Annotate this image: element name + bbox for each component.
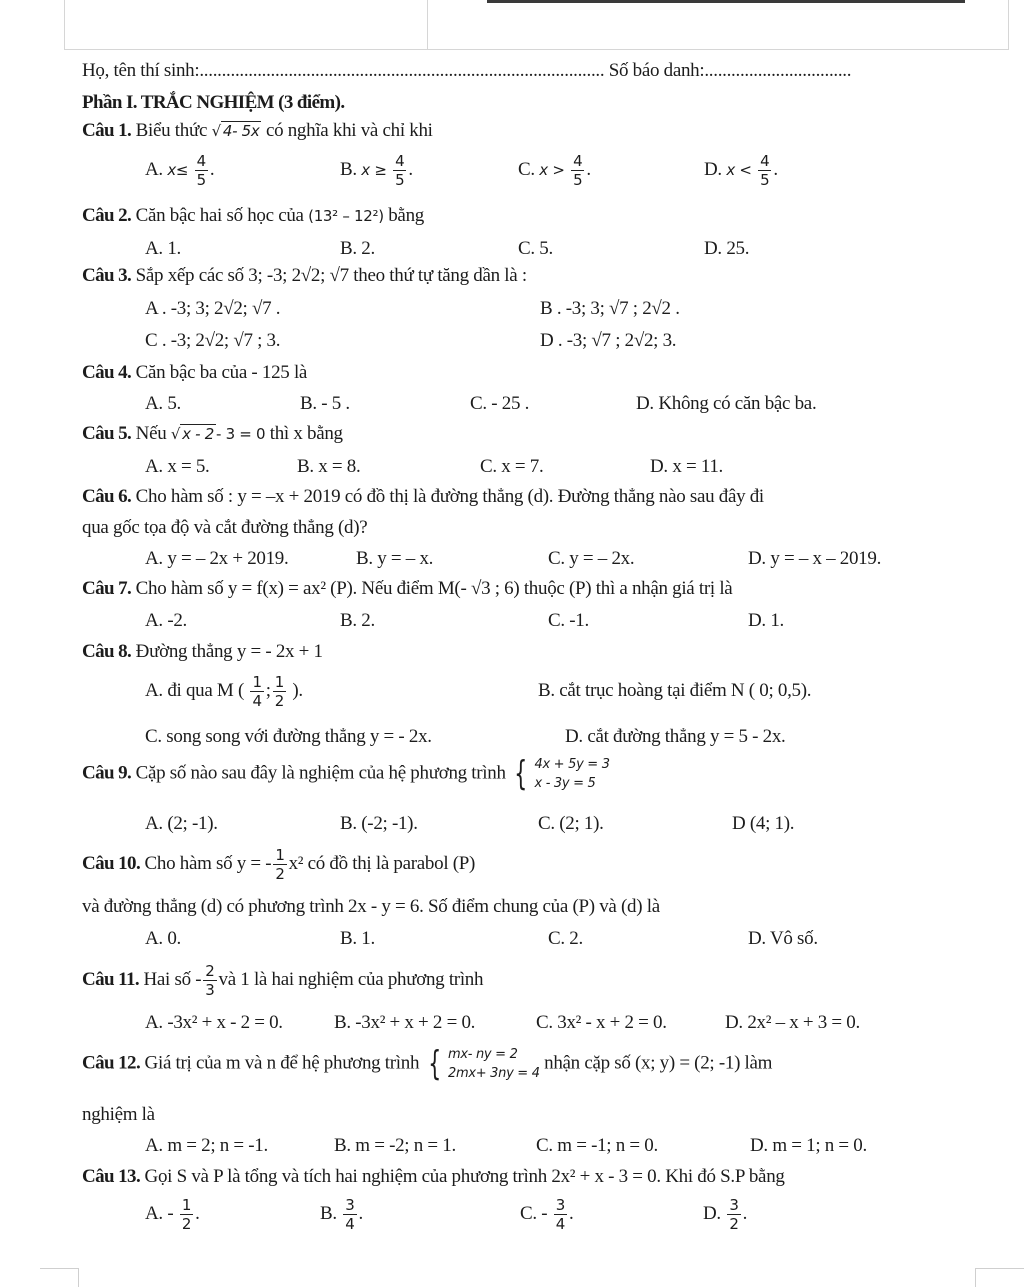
q10-option-d[interactable]: D. Vô số.	[748, 928, 818, 949]
q5-option-a[interactable]: A. x = 5.	[145, 456, 210, 477]
question-number: Câu 3.	[82, 265, 132, 286]
sqrt-expression: √ x - 2	[170, 425, 215, 443]
q2-option-b[interactable]: B. 2.	[340, 238, 375, 259]
sqrt-expression: √ 4- 5x	[211, 122, 260, 140]
q4-option-d[interactable]: D. Không có căn bậc ba.	[636, 393, 817, 414]
question-number: Câu 4.	[82, 362, 132, 383]
q13-option-a[interactable]: A. - $\frac{1}{2}$ .	[145, 1196, 200, 1233]
question-number: Câu 1.	[82, 120, 132, 141]
q7-option-b[interactable]: B. 2.	[340, 610, 375, 631]
q10-option-b[interactable]: B. 1.	[340, 928, 375, 949]
q6-option-a[interactable]: A. y = – 2x + 2019.	[145, 548, 289, 569]
page-corner-mark-right	[975, 1268, 1024, 1287]
q9-option-a[interactable]: A. (2; -1).	[145, 813, 218, 834]
question-10-line2: và đường thẳng (d) có phương trình 2x - y = 6. Số điểm chung của (P) và (d) là	[82, 896, 660, 917]
q1-option-a[interactable]: A. x≤ $\frac{4}{5}$ .	[145, 152, 215, 189]
section-title: Phần I. TRẮC NGHIỆM (3 điểm).	[82, 92, 345, 113]
expression: (13² – 12²)	[308, 207, 384, 225]
question-number: Câu 6.	[82, 486, 132, 507]
question-11: Câu 11. Hai số - $\frac{2}{3}$ và 1 là hai nghiệm của phương trình	[82, 962, 484, 999]
q12-option-c[interactable]: C. m = -1; n = 0.	[536, 1135, 658, 1156]
q1-option-c[interactable]: C. x > $\frac{4}{5}$ .	[518, 152, 591, 189]
q11-option-d[interactable]: D. 2x² – x + 3 = 0.	[725, 1012, 860, 1033]
question-text: Sắp xếp các số 3; -3; 2√2; √7 theo thứ tự tăng dần là :	[135, 265, 527, 286]
question-text: Cho hàm số y = f(x) = ax² (P). Nếu điểm M(- √3 ; 6) thuộc (P) thì a nhận giá trị là	[135, 578, 733, 599]
q8-option-d[interactable]: D. cắt đường thẳng y = 5 - 2x.	[565, 726, 786, 747]
question-number: Câu 11.	[82, 968, 140, 990]
q5-option-b[interactable]: B. x = 8.	[297, 456, 361, 477]
question-number: Câu 13.	[82, 1166, 141, 1187]
question-text: Căn bậc hai số học của	[135, 205, 304, 226]
equation-system: { mx- ny = 2 2mx+ 3ny = 4	[427, 1044, 540, 1084]
q13-option-c[interactable]: C. - $\frac{3}{4}$ .	[520, 1196, 574, 1233]
q13-option-b[interactable]: B. $\frac{3}{4}$ .	[320, 1196, 363, 1233]
q2-option-d[interactable]: D. 25.	[704, 238, 750, 259]
q6-option-b[interactable]: B. y = – x.	[356, 548, 434, 569]
q7-option-a[interactable]: A. -2.	[145, 610, 187, 631]
q7-option-d[interactable]: D. 1.	[748, 610, 784, 631]
q12-option-d[interactable]: D. m = 1; n = 0.	[750, 1135, 867, 1156]
question-5: Câu 5. Nếu √ x - 2 - 3 = 0 thì x bằng	[82, 423, 343, 444]
question-number: Câu 5.	[82, 423, 132, 444]
question-7	[82, 578, 732, 600]
question-number: Câu 12.	[82, 1052, 141, 1074]
question-2: Câu 2. Căn bậc hai số học của (13² – 12²) bằng	[82, 205, 424, 226]
question-text: Giá trị của m và n để hệ phương trình	[144, 1052, 420, 1074]
question-1	[82, 120, 433, 142]
question-6-line2: qua gốc tọa độ và cắt đường thẳng (d)?	[82, 517, 368, 538]
q11-option-c[interactable]: C. 3x² - x + 2 = 0.	[536, 1012, 667, 1033]
q10-option-a[interactable]: A. 0.	[145, 928, 181, 949]
q9-option-b[interactable]: B. (-2; -1).	[340, 813, 418, 834]
q2-option-a[interactable]: A. 1.	[145, 238, 181, 259]
q4-option-b[interactable]: B. - 5 .	[300, 393, 350, 414]
q4-option-c[interactable]: C. - 25 .	[470, 393, 530, 414]
question-number: Câu 10.	[82, 852, 141, 874]
question-number: Câu 7.	[82, 578, 132, 599]
question-text: Đường thẳng y = - 2x + 1	[135, 641, 323, 662]
question-12: Câu 12. Giá trị của m và n để hệ phương trình { mx- ny = 2 2mx+ 3ny = 4 nhận cặp số (x; y) = (2; -1) làm	[82, 1044, 773, 1084]
question-10: Câu 10. Cho hàm số y = - $\frac{1}{2}$ x² có đồ thị là parabol (P)	[82, 846, 476, 883]
q11-option-b[interactable]: B. -3x² + x + 2 = 0.	[334, 1012, 476, 1033]
question-12-line2: nghiệm là	[82, 1104, 155, 1125]
q8-option-c[interactable]: C. song song với đường thẳng y = - 2x.	[145, 726, 432, 747]
question-3	[82, 265, 527, 287]
question-13	[82, 1166, 785, 1188]
question-8	[82, 641, 323, 663]
question-9	[82, 755, 610, 793]
q3-option-d[interactable]: D . -3; √7 ; 2√2; 3.	[540, 330, 677, 351]
page-corner-mark-left	[40, 1268, 79, 1287]
q6-option-c[interactable]: C. y = – 2x.	[548, 548, 635, 569]
question-4	[82, 362, 307, 384]
header-divider	[427, 0, 428, 50]
question-text: Cặp số nào sau đây là nghiệm của hệ phương trình	[135, 762, 506, 784]
header-bar	[487, 0, 965, 3]
question-text: Căn bậc ba của - 125 là	[135, 362, 308, 383]
q2-option-c[interactable]: C. 5.	[518, 238, 553, 259]
student-id-label: Số báo danh:.................................	[608, 60, 852, 81]
question-number: Câu 9.	[82, 762, 132, 784]
q6-option-d[interactable]: D. y = – x – 2019.	[748, 548, 882, 569]
student-name-label: Họ, tên thí sinh:...........................................................................................	[82, 60, 605, 81]
question-text: Biểu thức	[135, 120, 208, 141]
q5-option-c[interactable]: C. x = 7.	[480, 456, 544, 477]
q13-option-d[interactable]: D. $\frac{3}{2}$ .	[703, 1196, 748, 1233]
question-number: Câu 8.	[82, 641, 132, 662]
question-text: Cho hàm số : y = –x + 2019 có đồ thị là đường thẳng (d). Đường thẳng nào sau đây đi	[135, 486, 764, 507]
question-text: có nghĩa khi và chỉ khi	[265, 120, 433, 141]
student-name-line	[82, 60, 851, 82]
q3-option-b[interactable]: B . -3; 3; √7 ; 2√2 .	[540, 298, 680, 319]
q1-option-d[interactable]: D. x < $\frac{4}{5}$ .	[704, 152, 778, 189]
q3-option-c[interactable]: C . -3; 2√2; √7 ; 3.	[145, 330, 281, 351]
q11-option-a[interactable]: A. -3x² + x - 2 = 0.	[145, 1012, 283, 1033]
equation-system: { 4x + 5y = 3 x - 3y = 5	[514, 754, 610, 794]
q1-option-b[interactable]: B. x ≥ $\frac{4}{5}$ .	[340, 152, 413, 189]
q5-option-d[interactable]: D. x = 11.	[650, 456, 723, 477]
question-number: Câu 2.	[82, 205, 132, 226]
q3-option-a[interactable]: A . -3; 3; 2√2; √7 .	[145, 298, 281, 319]
q8-option-a[interactable]: A. đi qua M ( $\frac{1}{4}$ ; $\frac{1}{2}$ ).	[145, 673, 303, 710]
q8-option-b[interactable]: B. cắt trục hoàng tại điểm N ( 0; 0,5).	[538, 680, 812, 701]
q4-option-a[interactable]: A. 5.	[145, 393, 181, 414]
q12-option-b[interactable]: B. m = -2; n = 1.	[334, 1135, 456, 1156]
q12-option-a[interactable]: A. m = 2; n = -1.	[145, 1135, 268, 1156]
question-6	[82, 486, 764, 508]
q7-option-c[interactable]: C. -1.	[548, 610, 589, 631]
q9-option-d[interactable]: D (4; 1).	[732, 813, 795, 834]
exam-header-box	[64, 0, 1009, 50]
q9-option-c[interactable]: C. (2; 1).	[538, 813, 604, 834]
question-text: Gọi S và P là tổng và tích hai nghiệm của phương trình 2x² + x - 3 = 0. Khi đó S.P bằng	[144, 1166, 785, 1187]
q10-option-c[interactable]: C. 2.	[548, 928, 583, 949]
